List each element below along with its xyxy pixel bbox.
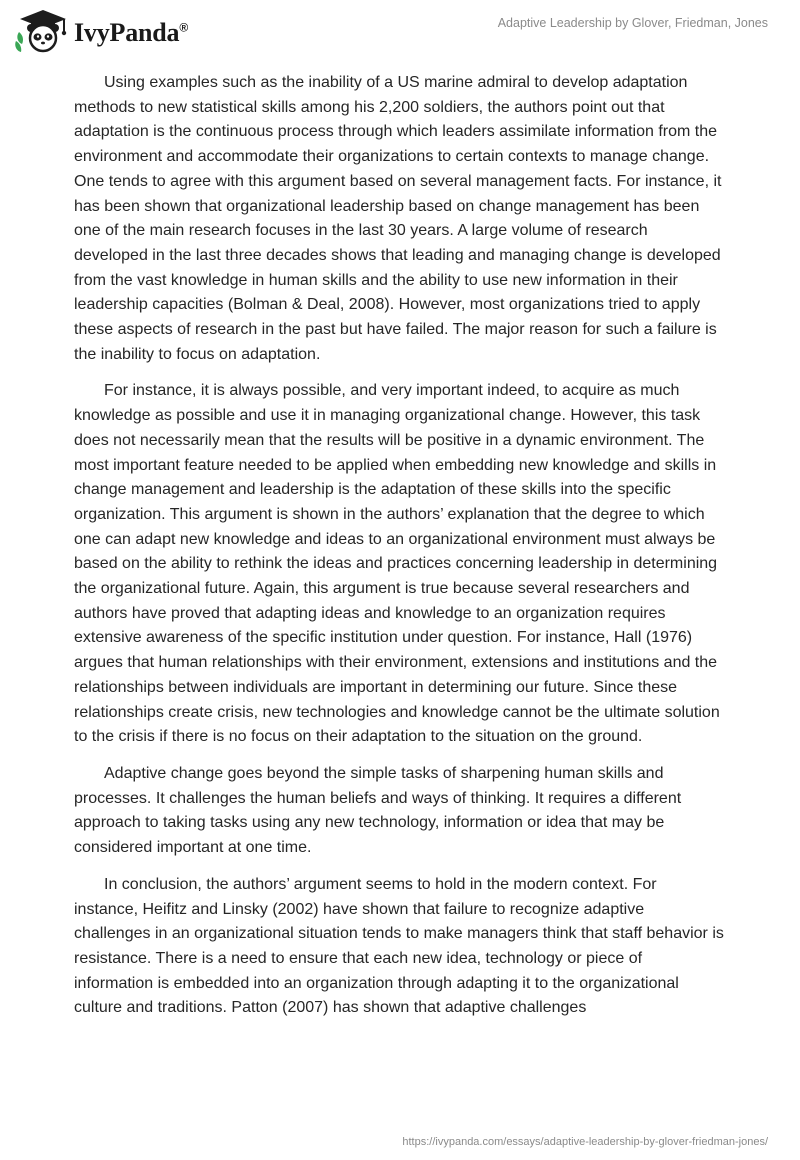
paragraph: Using examples such as the inability of a US marine admiral to develop adaptation methods to new statistical skills among his 2,200 soldiers, the authors point out that adaptation is the continuous process through which leaders assimilate information from the environment and accommodate their organizations to certain contexts to manage change. One tends to agree with this argument based on several management facts. For instance, it has been shown that organizational leadership based on change management has been one of the main research focuses in the last 30 years. A large volume of research developed in the last three decades shows that leading and managing change is developed from the vast knowledge in human skills and the ability to use new information in their leadership capacities (Bolman & Deal, 2008). However, most organizations tried to apply these aspects of research in the past but have failed. The major reason for such a failure is the inability to focus on adaptation. [74, 74, 722, 363]
paragraph: Adaptive change goes beyond the simple tasks of sharpening human skills and processes. It challenges the human beliefs and ways of thinking. It requires a different approach to taking tasks using any new technology, information or idea that may be considered important at one time. [74, 764, 682, 857]
source-url-link[interactable]: https://ivypanda.com/essays/adaptive-leadership-by-glover-friedman-jones/ [402, 1136, 768, 1148]
ivypanda-logo[interactable] [14, 8, 188, 54]
page-header [0, 0, 800, 60]
brand-name: IvyPanda® [74, 18, 188, 47]
essay-body [74, 71, 724, 1033]
document-title: Adaptive Leadership by Glover, Friedman, Jones [497, 16, 768, 30]
paragraph: In conclusion, the authors’ argument seems to hold in the modern context. For instance, Heifitz and Linsky (2002) have shown that failure to recognize adaptive challenges in an organizational situation tends to make managers think that staff behavior is resistance. There is a need to ensure that each new idea, technology or piece of information is embedded into an organization through adapting it to the organizational culture and traditions. Patton (2007) has shown that adaptive challenges [74, 875, 724, 1017]
paragraph: For instance, it is always possible, and very important indeed, to acquire as much knowledge as possible and use it in managing organizational change. However, this task does not necessarily mean that the results will be positive in a dynamic environment. The most important feature needed to be applied when embedding new knowledge and skills in change management and leadership is the adaptation of these skills into the specific organization. This argument is shown in the authors’ explanation that the degree to which one can adapt new knowledge and ideas to an organizational environment must always be based on the ability to rethink the ideas and practices concerning leadership in determining the organizational future. Again, this argument is true because several researchers and authors have proved that adapting ideas and knowledge to an organization requires extensive awareness of the specific institution under question. For instance, Hall (1976) argues that human relationships with their environment, extensions and institutions and the relationships between individuals are important in determining our future. Since these relationships create crisis, new technologies and knowledge cannot be the ultimate solution to the crisis if there is no focus on their adaptation to the situation on the ground. [74, 382, 720, 746]
panda-graduate-icon [14, 8, 72, 54]
